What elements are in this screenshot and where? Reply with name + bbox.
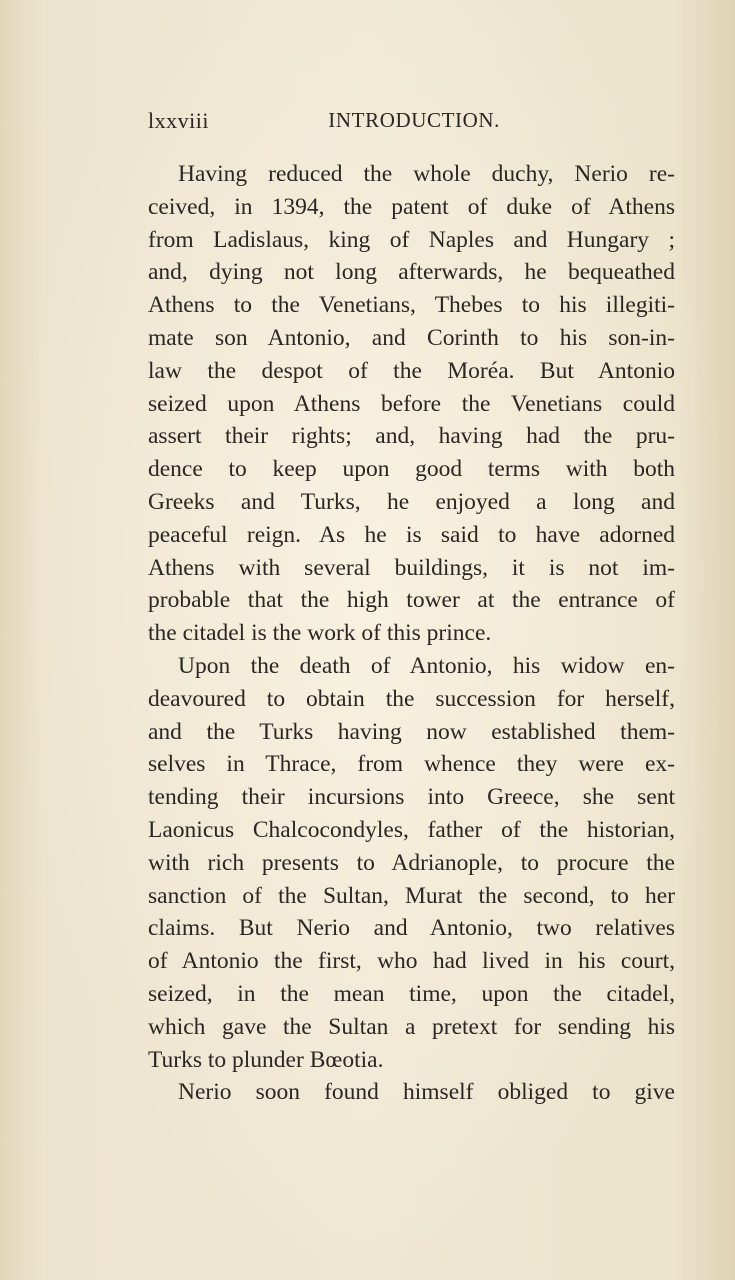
text-line: of Antonio the first, who had lived in his court, bbox=[148, 948, 675, 975]
text-line: seized upon Athens before the Venetians could bbox=[148, 390, 675, 417]
text-line: Turks to plunder Bœotia. bbox=[148, 1046, 384, 1073]
text-line: with rich presents to Adrianople, to procure the bbox=[148, 849, 675, 876]
text-line: peaceful reign. As he is said to have adorned bbox=[148, 521, 675, 548]
paragraph bbox=[148, 650, 675, 1076]
text-line: and, dying not long afterwards, he bequeathed bbox=[148, 259, 675, 286]
text-line: Athens with several buildings, it is not im- bbox=[148, 554, 675, 581]
text-line: Athens to the Venetians, Thebes to his illegiti- bbox=[148, 292, 675, 319]
page-number: lxxviii bbox=[148, 108, 209, 133]
text-line: tending their incursions into Greece, she sent bbox=[148, 784, 675, 811]
text-line: mate son Antonio, and Corinth to his son-in- bbox=[148, 324, 675, 351]
text-line: dence to keep upon good terms with both bbox=[148, 456, 675, 483]
text-line: which gave the Sultan a pretext for sending his bbox=[148, 1013, 675, 1040]
text-line: ceived, in 1394, the patent of duke of Athens bbox=[148, 193, 675, 220]
body-text bbox=[148, 158, 675, 1109]
text-line: claims. But Nerio and Antonio, two relatives bbox=[148, 915, 675, 942]
page-header bbox=[148, 108, 500, 140]
text-line: assert their rights; and, having had the pru- bbox=[148, 423, 675, 450]
text-line: Laonicus Chalcocondyles, father of the historian, bbox=[148, 816, 675, 843]
text-line: Upon the death of Antonio, his widow en- bbox=[178, 652, 675, 679]
text-line: deavoured to obtain the succession for herself, bbox=[148, 685, 675, 712]
text-line: seized, in the mean time, upon the citadel, bbox=[148, 980, 675, 1007]
text-line: the citadel is the work of this prince. bbox=[148, 620, 492, 647]
text-line: probable that the high tower at the entrance of bbox=[148, 587, 675, 614]
text-line: law the despot of the Moréa. But Antonio bbox=[148, 357, 675, 384]
text-line: sanction of the Sultan, Murat the second, to her bbox=[148, 882, 675, 909]
text-line: Greeks and Turks, he enjoyed a long and bbox=[148, 488, 675, 515]
running-head: INTRODUCTION. bbox=[328, 108, 500, 132]
text-line: Nerio soon found himself obliged to give bbox=[178, 1079, 675, 1106]
paragraph bbox=[148, 1076, 675, 1109]
text-line: Having reduced the whole duchy, Nerio re- bbox=[178, 161, 675, 187]
text-line: from Ladislaus, king of Naples and Hungary ; bbox=[148, 226, 675, 253]
text-line: selves in Thrace, from whence they were ex- bbox=[148, 751, 675, 778]
paragraph bbox=[148, 158, 675, 650]
text-line: and the Turks having now established them- bbox=[148, 718, 675, 745]
